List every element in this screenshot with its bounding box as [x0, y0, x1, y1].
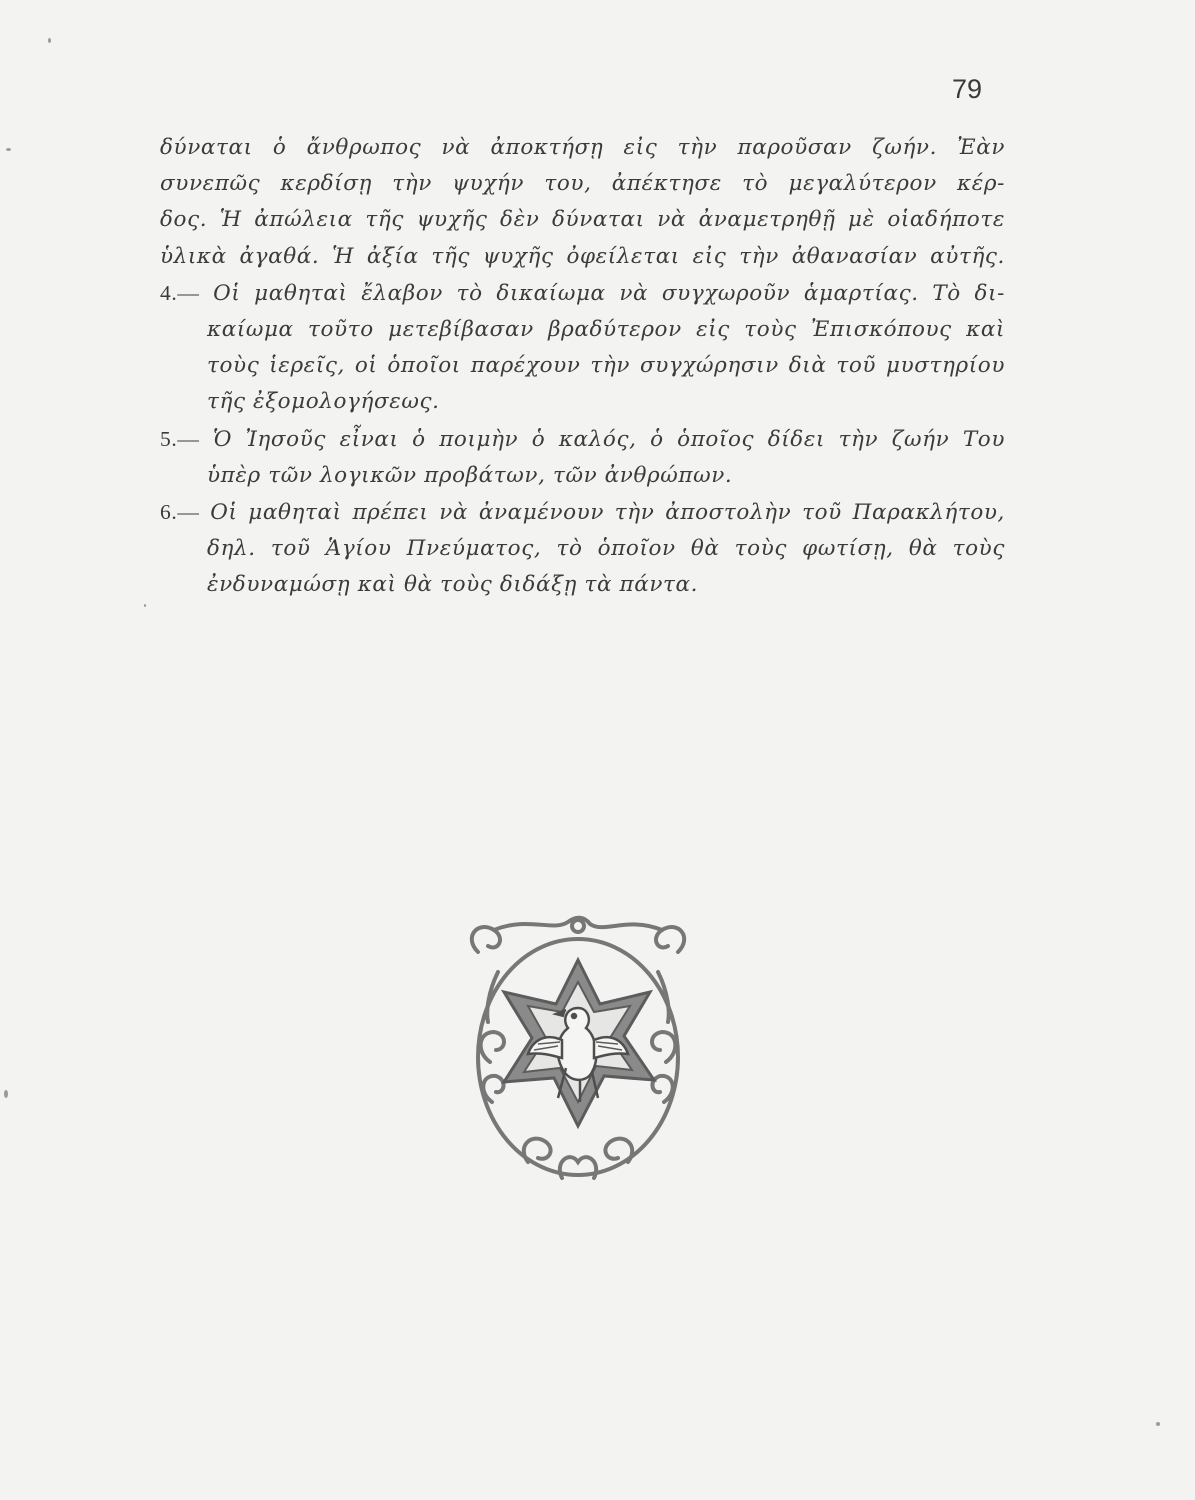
dove-in-star-ornament-icon — [458, 912, 698, 1194]
item-first-text: Οἱ μαθηταὶ πρέπει νὰ ἀναμένουν τὴν ἀποστολὴν τοῦ Παρακλήτου, — [210, 500, 1005, 526]
scroll-bottom-left — [524, 1139, 551, 1162]
list-item-5 — [160, 421, 1005, 494]
list-item-first-line — [160, 275, 1005, 312]
text-line: δύναται ὁ ἄνθρωπος νὰ ἀποκτήσῃ εἰς τὴν παροῦσαν ζωήν. Ἐὰν — [160, 135, 1005, 160]
page-number: 79 — [952, 74, 983, 104]
list-item-first-line — [160, 494, 1005, 531]
item-first-text: Ὁ Ἰησοῦς εἶναι ὁ ποιμὴν ὁ καλός, ὁ ὁποῖος δίδει τὴν ζωήν Του — [212, 426, 1005, 452]
list-item-4 — [160, 275, 1005, 421]
scroll-top-knot — [572, 920, 584, 932]
item-first-text: Οἱ μαθηταὶ ἔλαβον τὸ δικαίωμα νὰ συγχωροῦν ἁμαρτίας. Τὸ δι- — [213, 280, 1005, 306]
list-item-first-line — [160, 421, 1005, 458]
paper-speck — [144, 604, 146, 607]
spiral-left-upper — [481, 1032, 504, 1062]
spiral-left-lower — [483, 1076, 503, 1102]
item-number: 5.— — [160, 426, 200, 451]
scroll-bottom-right — [605, 1139, 632, 1162]
spiral-right-upper — [652, 1032, 675, 1062]
paper-speck — [6, 148, 11, 151]
text-line: δηλ. τοῦ Ἁγίου Πνεύματος, τὸ ὁποῖον θὰ τοὺς φωτίσῃ, θὰ τοὺς — [207, 536, 1005, 562]
item-number: 4.— — [160, 280, 200, 305]
list-item-6 — [160, 494, 1005, 604]
text-line: ὑλικὰ ἀγαθά. Ἡ ἀξία τῆς ψυχῆς ὀφείλεται εἰς τὴν ἀθανασίαν αὐτῆς. — [160, 243, 1005, 269]
text-line: ὑπὲρ τῶν λογικῶν προβάτων, τῶν ἀνθρώπων. — [207, 462, 733, 488]
text-line: ἐνδυναμώσῃ καὶ θὰ τοὺς διδάξῃ τὰ πάντα. — [207, 572, 699, 598]
paper-speck — [48, 38, 51, 43]
paper-speck — [4, 1090, 8, 1098]
paper-speck — [1156, 1422, 1160, 1426]
item-number: 6.— — [160, 500, 200, 525]
body-text — [160, 130, 1005, 604]
text-line: καίωμα τοῦτο μετεβίβασαν βραδύτερον εἰς τοὺς Ἐπισκόπους καὶ — [207, 317, 1005, 343]
text-line: τοὺς ἱερεῖς, οἱ ὁποῖοι παρέχουν τὴν συγχώρησιν διὰ τοῦ μυστηρίου — [207, 353, 1005, 379]
text-line: τῆς ἐξομολογήσεως. — [207, 389, 440, 415]
paragraph-continuation — [160, 130, 1005, 275]
text-line: συνεπῶς κερδίσῃ τὴν ψυχήν του, ἀπέκτησε τὸ μεγαλύτερον κέρ- — [160, 171, 1005, 197]
text-line: δος. Ἡ ἀπώλεια τῆς ψυχῆς δὲν δύναται νὰ ἀναμετρηθῇ μὲ οἱαδήποτε — [160, 207, 1005, 233]
